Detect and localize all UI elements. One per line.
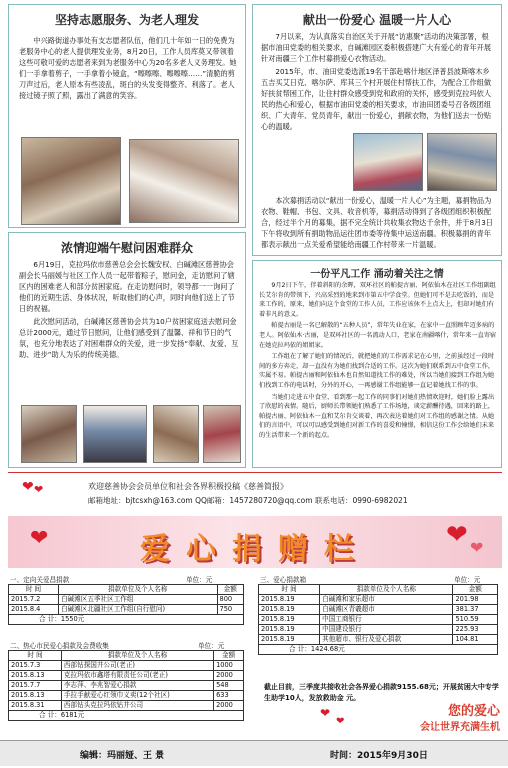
photo-clothes-donation-1 xyxy=(353,133,423,191)
slogan-line-1: 您的爱心 xyxy=(447,704,500,719)
table-cell: 中国工商银行 xyxy=(320,615,453,625)
table-row xyxy=(9,691,244,701)
table-cell: 白碱滩和家乐超市 xyxy=(320,595,453,605)
section-heading: 二、热心市民爱心捐款及会费收集 xyxy=(10,642,109,650)
column-header: 捐款单位及个人名称 xyxy=(58,585,217,595)
article-title: 献出一份爱心 温暖一片人心 xyxy=(302,13,452,27)
table-row xyxy=(9,605,244,615)
article-title: 一份平凡工作 涌动着关注之情 xyxy=(310,269,444,280)
notice-line-2: 邮箱地址：bjtcsxh@163.com QQ邮箱：1457280720@qq.com 联系电话：0990-6982021 xyxy=(88,496,408,505)
article-body-cont: 本次募捐活动以“献出一份爱心，温暖一片人心”为主题，募捐物品为衣物、鞋帽、书包、文具、收音机等，募捐活动得到了各级团组织积极配合，经过半个月的募集，据不完全统计共收集衣物达千余件，并于8月3日下午将收到所有捐助物品运往团市委等待集中运送南疆。积极募捐的青年都表示献出一点关爱希望能给南疆工作村带来一片温暖。 xyxy=(261,196,493,249)
table-cell: 2015.8.31 xyxy=(9,701,62,711)
table-cell: 2015.8.19 xyxy=(259,595,320,605)
editors: 编辑：玛丽娅、王 景 xyxy=(80,751,165,761)
slogan-line-2: 会让世界充满生机 xyxy=(420,722,500,733)
donation-summary: 截止目前，三季度共接收社会各界爱心捐款9155.68元；开展贫困大中专学生助学10人，发放救助金 元。 xyxy=(264,683,499,702)
heart-icon: ❤ xyxy=(336,716,345,727)
table-total-row xyxy=(9,615,244,625)
table-cell: 2000 xyxy=(214,701,244,711)
photo-visit-1 xyxy=(21,405,77,463)
table-cell: 2015.8.19 xyxy=(259,625,320,635)
total-label: 合 计：1550元 xyxy=(9,615,244,625)
table-cell: 白碱滩区北疆社区工作组(自行慰问) xyxy=(58,605,217,615)
article-ordinary xyxy=(252,260,502,468)
total-label: 合 计：1424.68元 xyxy=(259,645,498,655)
table-total-row xyxy=(9,711,244,721)
section-heading: 三、爱心捐款箱 xyxy=(260,576,307,584)
section-heading: 一、定向关爱昌捐款 xyxy=(10,576,70,584)
column-header: 捐款单位及个人名称 xyxy=(61,651,213,661)
total-label: 合 计：6181元 xyxy=(9,711,244,721)
table-cell: 手拉手献爱心红领巾义卖(12个社区) xyxy=(61,691,213,701)
table-row xyxy=(9,701,244,711)
table-cell: 633 xyxy=(214,691,244,701)
donation-table-3 xyxy=(258,584,498,655)
section-unit: 单位：元 xyxy=(186,576,213,584)
table-cell: 381.37 xyxy=(453,605,498,615)
heart-icon: ❤ xyxy=(446,520,468,550)
table-cell: 800 xyxy=(217,595,243,605)
heart-icon: ❤ xyxy=(34,483,44,496)
column-header: 时 间 xyxy=(259,585,320,595)
table-cell: 白碱滩区青羲超市 xyxy=(320,605,453,615)
table-row xyxy=(259,595,498,605)
donation-section-3 xyxy=(258,574,502,674)
table-row xyxy=(259,635,498,645)
heart-icon: ❤ xyxy=(30,526,49,551)
column-header: 金额 xyxy=(214,651,244,661)
table-row xyxy=(259,615,498,625)
table-cell: 2015.8.4 xyxy=(9,605,59,615)
table-row xyxy=(9,661,244,671)
article-body: 7月以来，为认真落实自治区关于开展“访惠聚”活动的决策部署，根据市油田党委的相关要求，自碱滩园区委积极搭建广大有爱心的青年开展针对南疆三个工作村募捐爱心衣物活动。 2015年，市、油田党委选派19名干部赴喀什地区泽普县波斯喀木乡五吉买艾日克、喀尔萨、库其三个村开展住村帮扶工作，为配合工作组做好扶贫帮困工作，让住村群众感受到党和政府的关怀，感受到克拉玛依人民的热心和爱心，根据市油田党委的相关要求，市油田团委号召各级团组织、广大青年、党员青年，献出一份爱心，捐献衣物，为他们送去一份贴心的温暖。 xyxy=(261,32,492,131)
heart-icon: ❤ xyxy=(22,479,34,495)
table-cell: 西部钻头克拉玛依钻井公司 xyxy=(61,701,213,711)
table-total-row xyxy=(259,645,498,655)
issue-date: 时间：2015年9月30日 xyxy=(330,751,428,761)
column-header: 捐款单位及个人名称 xyxy=(320,585,453,595)
table-cell: 1000 xyxy=(214,661,244,671)
donation-section-2 xyxy=(8,640,246,720)
table-cell: 西部钻探国井公司(老正) xyxy=(61,661,213,671)
table-cell: 其他超市、银行及爱心捐款 xyxy=(320,635,453,645)
article-title: 坚持志愿服务、为老人理发 xyxy=(54,13,199,27)
banner-title: 爱心捐赠栏 xyxy=(140,532,370,567)
table-cell: 2015.7.7 xyxy=(9,681,62,691)
donation-section-1 xyxy=(8,574,246,638)
table-cell: 2015.8.13 xyxy=(9,671,62,681)
photo-visit-3 xyxy=(153,405,199,463)
column-header: 金额 xyxy=(453,585,498,595)
table-cell: 李志萍、李兆智爱心捐款 xyxy=(61,681,213,691)
article-body: 9月2日下午，伴着斜阳的余晖，双环社区的帕提古丽、阿依仙木在社区工作组副组长艾尔肯的带领下，兴高采烈的地来到市第五中学食堂。但她们可不是去吃饭的，而是来工作的，原来，她们向这个食堂的工作人员，工作应该休不上点大上，但却对她们有着非凡的意义。 帕提古丽是一名已解散的“五种人员”，常年失业在家，在家中一直照顾年迈多病的老人。阿依仙木·古丽，是双环社区的一名流动人口，老家在南疆喀什，常年来一直寄宿在她克拉玛依的姐姐家。 工作组在了解了她们的情况后，就把她们的工作需求记在心里，之前虽经过一段时间的多方奔走，却一直没有为她们找到合适的工作。这次为她们联系到五中食堂工作，实属不易。帕提古丽和阿依仙木也自然知道找工作的难处，所以当她们接到工作组为她们找到工作的电话时，分外的开心，一再感谢工作组能够一直记着她找工作的事。 当她们走进五中食堂，看到那一起工作的同事们对她们热情欢迎时，她们脸上露出了欣慰的表情。随后，厨师长带领她们熟悉了工作场地，谈定薪酬待遇，回来的路上，帕提古丽、阿依仙木一直和艾尔肯交谈着，再次表达着她们对工作组的感谢之情。从她们的言语中，可以可以感受到她们对新工作的喜爱和憧憬，相信这份工作会给她们未来的生活带来一个新的起点。 xyxy=(259,282,497,439)
donation-table xyxy=(8,650,244,721)
contribution-notice xyxy=(8,472,502,512)
table-cell: 中国建设银行 xyxy=(320,625,453,635)
article-love xyxy=(252,4,502,256)
section-unit: 单位：元 xyxy=(198,642,225,650)
article-body: 6月19日，克拉玛依市慈善总会会长魏安权、白碱滩区慈善协会副会长马丽媛与社区工作人员一起带着粽子，慰问金，走访慰问了辖区内的困难老人和部分贫困家庭。在走访慰问时，领导都一一询问了他们的近期生活、身体状况，听取他们的心声，同时向他们送上了节日的祝福。 此次慰问活动，白碱滩区慈善协会共为10户贫困家庭送去慰问金总计2000元，通过节日慰问，让他们感受到了温馨、祥和节日的气氛，也充分地表达了对困难群众的关爱，进一步发扬“奉献、友爱、互助、进步”助人为乐的传统美德。 xyxy=(19,260,239,359)
table-cell: 548 xyxy=(214,681,244,691)
donation-banner xyxy=(8,516,502,568)
table-cell: 225.93 xyxy=(453,625,498,635)
table-cell: 克拉玛依市鑫塔有限责任公司(老正) xyxy=(61,671,213,681)
donation-table xyxy=(8,584,244,625)
table-row xyxy=(259,605,498,615)
photo-visit-2 xyxy=(83,405,147,463)
table-cell: 2015.8.19 xyxy=(259,635,320,645)
article-festival xyxy=(8,232,246,468)
table-cell: 104.81 xyxy=(453,635,498,645)
article-volunteer xyxy=(8,4,246,228)
table-cell: 2015.7.2 xyxy=(9,595,59,605)
donation-table-1 xyxy=(8,584,244,625)
donation-table-2 xyxy=(8,650,244,721)
table-row xyxy=(9,681,244,691)
section-unit: 单位：元 xyxy=(454,576,481,584)
heart-icon: ❤ xyxy=(470,538,484,557)
photo-haircut-volunteer xyxy=(129,139,239,223)
table-cell: 2015.8.19 xyxy=(259,615,320,625)
photo-visit-4 xyxy=(203,405,241,463)
table-row xyxy=(9,595,244,605)
table-header-row xyxy=(9,651,244,661)
table-header-row xyxy=(259,585,498,595)
table-cell: 2015.8.13 xyxy=(9,691,62,701)
heart-icon: ❤ xyxy=(320,706,331,720)
table-row xyxy=(9,671,244,681)
table-cell: 750 xyxy=(217,605,243,615)
donation-table xyxy=(258,584,498,655)
notice-line-1: 欢迎慈善协会会员单位和社会各界积极投稿《慈善简报》 xyxy=(88,482,288,491)
article-body: 中兴路街道办事处有支志愿者队伍，他们几十年如一日的免费为老服务中心的老人提供理发业务，8月20日，工作人员库莫又带领着这些可敬可爱的志愿者来到为老服务中心为20名多老人义务理发。她们一手拿着剪子，一手拿着小镜盒，“嚓嚓嚓、嚓嚓嚓……”清脆的剪刀声过后，老人原本有些凌乱，斑白的头发变得整齐、利落了。老人接过镜子照了照，露出了满意的笑容。 xyxy=(19,36,237,100)
table-cell: 2015.8.19 xyxy=(259,605,320,615)
column-header: 时 间 xyxy=(9,651,62,661)
table-cell: 201.98 xyxy=(453,595,498,605)
article-title: 浓情迎端午慰问困难群众 xyxy=(60,241,193,255)
table-header-row xyxy=(9,585,244,595)
table-cell: 2000 xyxy=(214,671,244,681)
table-cell: 2015.7.3 xyxy=(9,661,62,671)
table-row xyxy=(259,625,498,635)
photo-clothes-donation-2 xyxy=(427,133,497,191)
column-header: 时 间 xyxy=(9,585,59,595)
table-cell: 510.59 xyxy=(453,615,498,625)
photo-haircut-group xyxy=(21,137,121,225)
column-header: 金额 xyxy=(217,585,243,595)
table-cell: 白碱滩区五季社区工作组 xyxy=(58,595,217,605)
colophon-bar xyxy=(0,740,508,766)
